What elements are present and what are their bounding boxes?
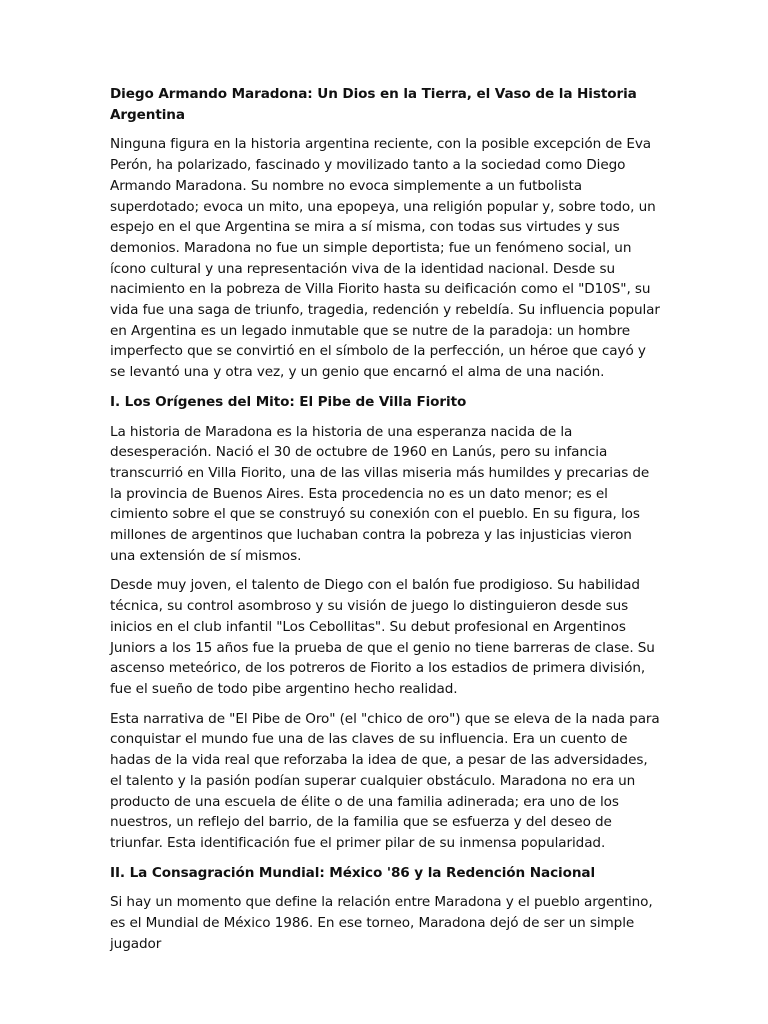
section-2-paragraph-1: Si hay un momento que define la relación entre Maradona y el pueblo argentino, es el Mundial de México 1986. En ese torneo, Maradona dejó de ser un simple jugador <box>110 894 653 952</box>
section-heading-2: II. La Consagración Mundial: México '86 y la Redención Nacional <box>110 864 596 881</box>
document-page <box>110 84 660 963</box>
section-heading-1: I. Los Orígenes del Mito: El Pibe de Villa Fiorito <box>110 393 467 410</box>
section-1-paragraph-3: Esta narrativa de "El Pibe de Oro" (el "chico de oro") que se eleva de la nada para conquistar el mundo fue una de las claves de su influencia. Era un cuento de hadas de la vida real que reforzaba la idea de que, a pesar de las adversidades, el talento y la pasión podían superar cualquier obstáculo. Maradona no era un producto de una escuela de élite o de una familia adinerada; era uno de los nuestros, un reflejo del barrio, de la familia que se esfuerza y del deseo de triunfar. Esta identificación fue el primer pilar de su inmensa popularidad. <box>110 710 660 851</box>
document-title: Diego Armando Maradona: Un Dios en la Tierra, el Vaso de la Historia Argentina <box>110 86 637 123</box>
intro-paragraph: Ninguna figura en la historia argentina reciente, con la posible excepción de Eva Perón, ha polarizado, fascinado y movilizado tanto a la sociedad como Diego Armando Maradona. Su nombre no evoca simplemente a un futbolista superdotado; evoca un mito, una epopeya, una religión popular y, sobre todo, un espejo en el que Argentina se mira a sí misma, con todas sus virtudes y sus demonios. Maradona no fue un simple deportista; fue un fenómeno social, un ícono cultural y una representación viva de la identidad nacional. Desde su nacimiento en la pobreza de Villa Fiorito hasta su deificación como el "D10S", su vida fue una saga de triunfo, tragedia, redención y rebeldía. Su influencia popular en Argentina es un legado inmutable que se nutre de la paradoja: un hombre imperfecto que se convirtió en el símbolo de la perfección, un héroe que cayó y se levantó una y otra vez, y un genio que encarnó el alma de una nación. <box>110 136 660 381</box>
section-1-paragraph-1: La historia de Maradona es la historia de una esperanza nacida de la desesperación. Nació el 30 de octubre de 1960 en Lanús, pero su infancia transcurrió en Villa Fiorito, una de las villas miseria más humildes y precarias de la provincia de Buenos Aires. Esta procedencia no es un dato menor; es el cimiento sobre el que se construyó su conexión con el pueblo. En su figura, los millones de argentinos que luchaban contra la pobreza y las injusticias vieron una extensión de sí mismos. <box>110 423 650 564</box>
section-1-paragraph-2: Desde muy joven, el talento de Diego con el balón fue prodigioso. Su habilidad técnica, su control asombroso y su visión de juego lo distinguieron desde sus inicios en el club infantil "Los Cebollitas". Su debut profesional en Argentinos Juniors a los 15 años fue la prueba de que el genio no tiene barreras de clase. Su ascenso meteórico, de los potreros de Fiorito a los estadios de primera división, fue el sueño de todo pibe argentino hecho realidad. <box>110 577 655 697</box>
